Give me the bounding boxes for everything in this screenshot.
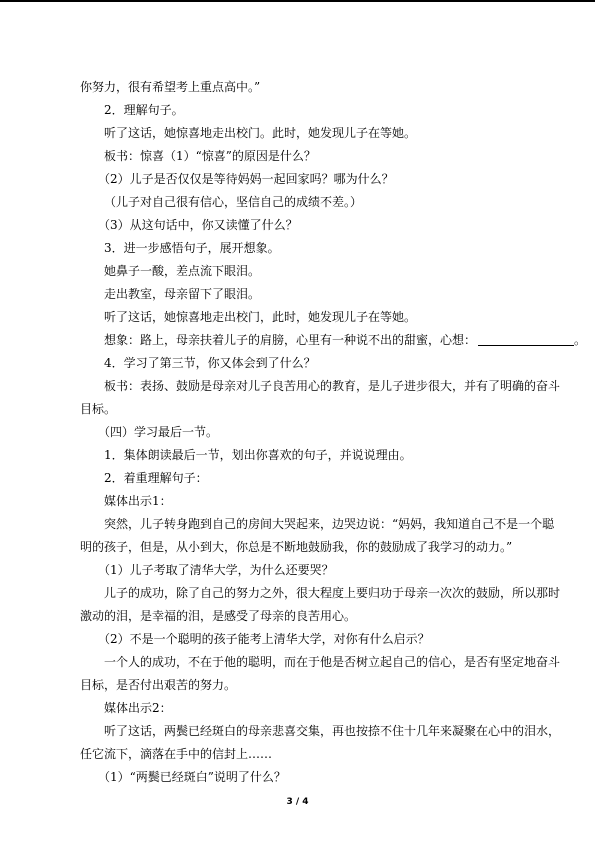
text-line: 目标。 [80,402,117,416]
question-line: （1）“两鬓已经斑白”说明了什么？ [98,770,286,784]
page-number: 3 / 4 [286,797,309,807]
part-heading: （四）学习最后一节。 [98,425,219,439]
answer-line: 儿子的成功，除了自己的努力之外，很大程度上要归功于母亲一次次的鼓励，所以那时 [104,586,561,600]
imagination-text: 想象：路上，母亲扶着儿子的肩膀，心里有一种说不出的甜蜜，心想： [104,333,477,347]
blackboard-note: 板书：惊喜（1）“惊喜”的原因是什么？ [104,149,316,163]
quoted-passage: 突然，儿子转身跑到自己的房间大哭起来，边哭边说：“妈妈，我知道自己不是一个聪 [104,517,555,531]
question-line: （3）从这句话中，你又读懂了什么？ [98,218,298,232]
quoted-sentence: 她鼻子一酸，差点流下眼泪。 [104,264,261,278]
media-label: 媒体出示1： [104,494,172,508]
question-line: （2）不是一个聪明的孩子能考上清华大学，对你有什么启示？ [98,632,430,646]
answer-line: 一个人的成功，不在于他的聪明，而在于他是否树立起自己的信心，是否有坚定地奋斗 [104,655,561,669]
section-heading: 1．集体朗读最后一节，划出你喜欢的句子，并说说理由。 [104,448,412,462]
quoted-sentence: 听了这话，她惊喜地走出校门，此时，她发现儿子在等她。 [104,310,417,324]
blackboard-note: 板书：表扬、鼓励是母亲对儿子良苦用心的教育，是儿子进步很大，并有了明确的奋斗 [104,379,561,393]
section-heading: 2．理解句子。 [104,103,184,117]
question-line: （2）儿子是否仅仅是等待妈妈一起回家吗？哪为什么？ [98,172,394,186]
section-heading: 2．着重理解句子： [104,471,208,485]
document-body [80,76,587,789]
quoted-passage: 任它流下，滴落在手中的信封上…… [80,747,273,761]
answer-line: 目标，是否付出艰苦的努力。 [80,678,237,692]
quoted-passage: 听了这话，两鬓已经斑白的母亲悲喜交集，再也按捺不住十几年来凝聚在心中的泪水， [104,724,561,738]
answer-note: （儿子对自己很有信心，坚信自己的成绩不差。） [104,195,363,209]
text-line: 你努力，很有希望考上重点高中。” [80,80,261,94]
period: 。 [574,333,587,347]
quoted-sentence: 走出教室，母亲留下了眼泪。 [104,287,261,301]
answer-line: 激动的泪，是幸福的泪，是感受了母亲的良苦用心。 [80,609,357,623]
quoted-passage: 明的孩子，但是，从小到大，你总是不断地鼓励我，你的鼓励成了我学习的动力。” [80,540,513,554]
section-heading: 3．进一步感悟句子，展开想象。 [104,241,280,255]
media-label: 媒体出示2： [104,701,172,715]
fill-in-blank[interactable] [478,333,574,346]
section-heading: 4．学习了第三节，你又体会到了什么？ [104,356,316,370]
quoted-sentence: 听了这话，她惊喜地走出校门。此时，她发现儿子在等她。 [104,126,417,140]
imagination-prompt [80,329,587,352]
question-line: （1）儿子考取了清华大学，为什么还要哭？ [98,563,334,577]
top-border-line [0,0,595,2]
